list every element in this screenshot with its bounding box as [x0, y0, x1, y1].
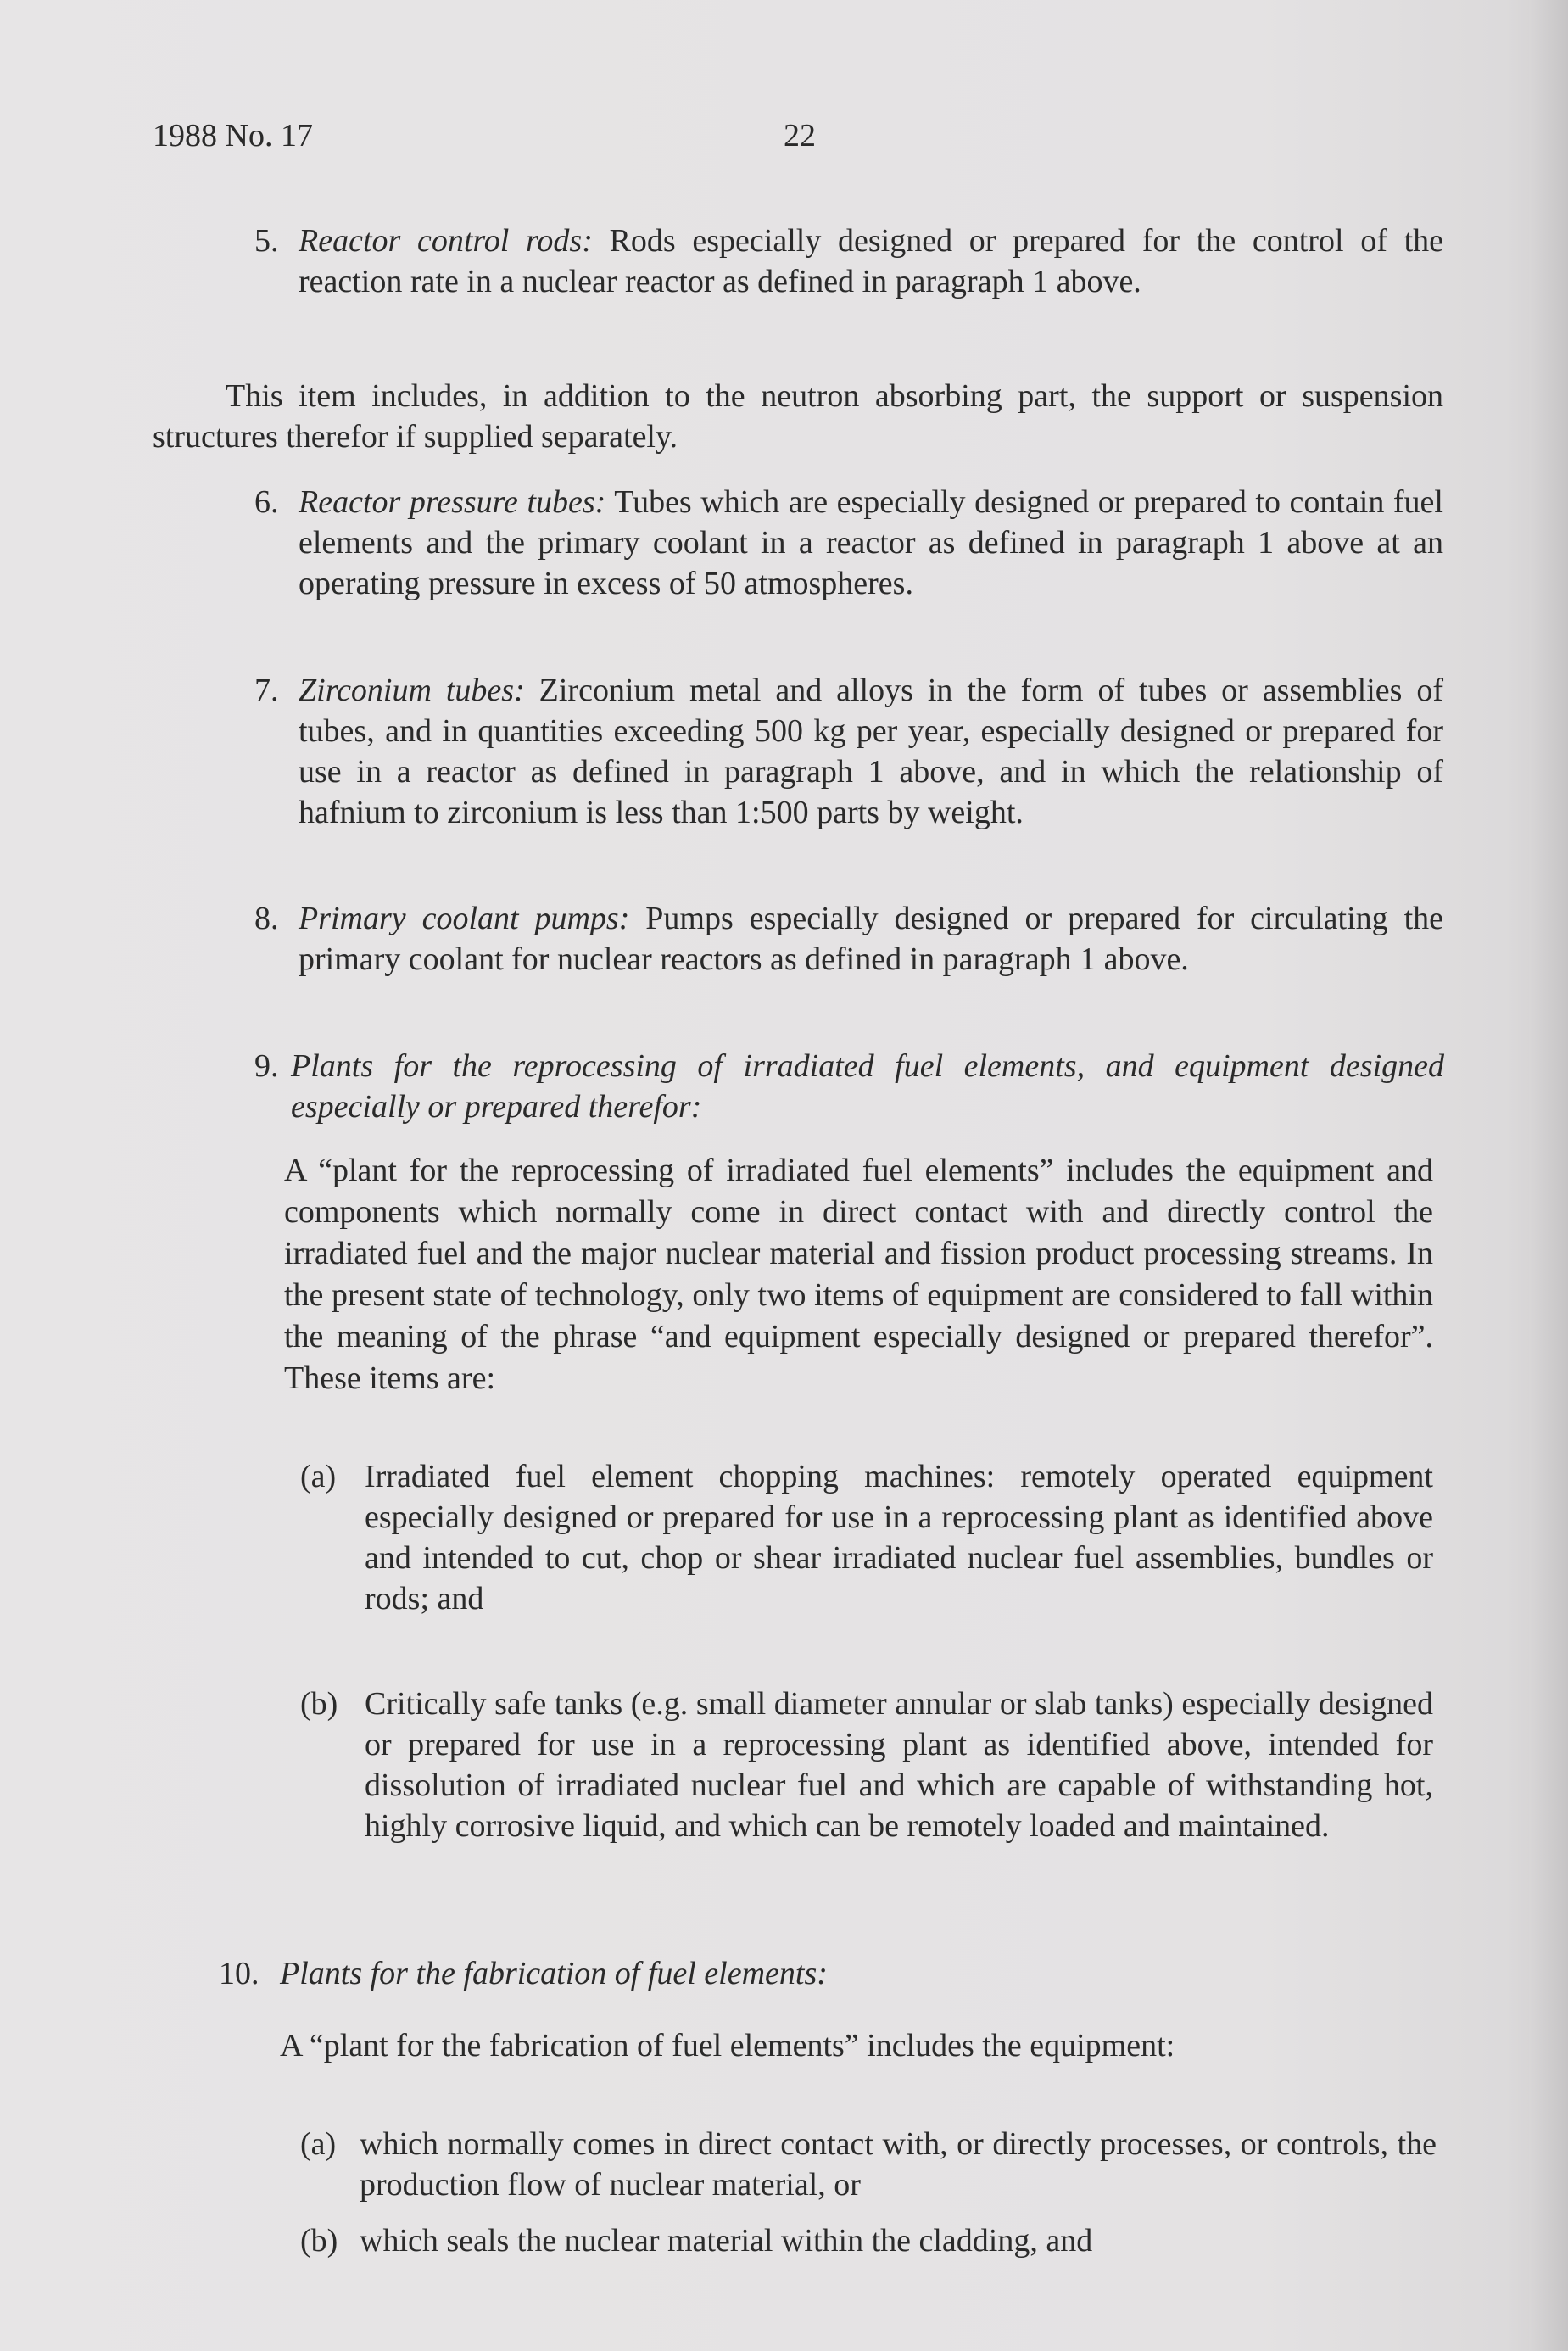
item-text: Zirconium metal and alloys in the form of tubes or assemblies of tubes, and in quantities exceeding 500 kg per year, especially designed or prepared for use in a reactor as defined in paragraph 1 above, and in which the relationship of hafnium to zirconium is less than 1:500 parts by weight. [299, 673, 1443, 830]
subitem-label: (b) [300, 2223, 338, 2259]
item-text: Tubes which are especially designed or prepared to contain fuel elements and the primary coolant in a reactor as defined in paragraph 1 above at an operating pressure in excess of 50 atmospheres. [299, 484, 1443, 601]
list-item [299, 221, 1443, 302]
subitem-label: (a) [300, 1459, 337, 1494]
item-number: 5. [254, 223, 279, 259]
subitem-text: which normally comes in direct contact with, or directly processes, or controls, the production flow of nuclear material, or [360, 2126, 1437, 2203]
page-number: 22 [784, 118, 816, 154]
list-item [299, 482, 1443, 604]
paragraph: A “plant for the reprocessing of irradiated fuel elements” includes the equipment and components which normally come in direct contact with and directly control the irradiated fuel and the major nuclear material and fission product processing streams. In the present state of technology, only two items of equipment are considered to fall within the meaning of the phrase “and equipment especially designed or prepared therefor”. These items are: [284, 1153, 1433, 1396]
item-number: 6. [254, 484, 279, 520]
subitem-label: (b) [300, 1686, 338, 1722]
item-title: Plants for the reprocessing of irradiated fuel elements, and equipment designed especially or prepared therefor: [291, 1048, 1444, 1125]
item-number: 9. [254, 1048, 279, 1084]
header-citation: 1988 No. 17 [153, 118, 313, 154]
item-number: 7. [254, 673, 279, 708]
subitem-text: Irradiated fuel element chopping machines: remotely operated equipment especially designed or prepared for use in a reprocessing plant as identified above and intended to cut, chop or shear irradiated nuclear fuel assemblies, bundles or rods; and [365, 1459, 1433, 1617]
list-item [299, 898, 1443, 980]
subitem-text: which seals the nuclear material within the cladding, and [360, 2223, 1093, 2259]
page-edge-shadow [1529, 0, 1568, 2351]
item-title: Primary coolant pumps: [299, 901, 630, 936]
item-title: Reactor control rods: [299, 223, 593, 259]
item-number: 8. [254, 901, 279, 936]
item-title: Plants for the fabrication of fuel elements: [280, 1956, 828, 1991]
item-text: Pumps especially designed or prepared for circulating the primary coolant for nuclear reactors as defined in paragraph 1 above. [299, 901, 1443, 977]
subitem-text: Critically safe tanks (e.g. small diameter annular or slab tanks) especially designed or prepared for use in a reprocessing plant as identified above, intended for dissolution of irradiated nuclear fuel and which are capable of withstanding hot, highly corrosive liquid, and which can be remotely loaded and maintained. [365, 1686, 1433, 1844]
item-title: Zirconium tubes: [299, 673, 525, 708]
paragraph: This item includes, in addition to the neutron absorbing part, the support or suspension structures therefor if supplied separately. [153, 378, 1443, 455]
item-text: Rods especially designed or prepared for the control of the reaction rate in a nuclear reactor as defined in paragraph 1 above. [299, 223, 1443, 299]
item-title: Reactor pressure tubes: [299, 484, 606, 520]
list-item [299, 670, 1443, 833]
subitem-label: (a) [300, 2126, 337, 2162]
item-number: 10. [219, 1956, 259, 1991]
paragraph: A “plant for the fabrication of fuel elements” includes the equipment: [280, 2028, 1175, 2063]
